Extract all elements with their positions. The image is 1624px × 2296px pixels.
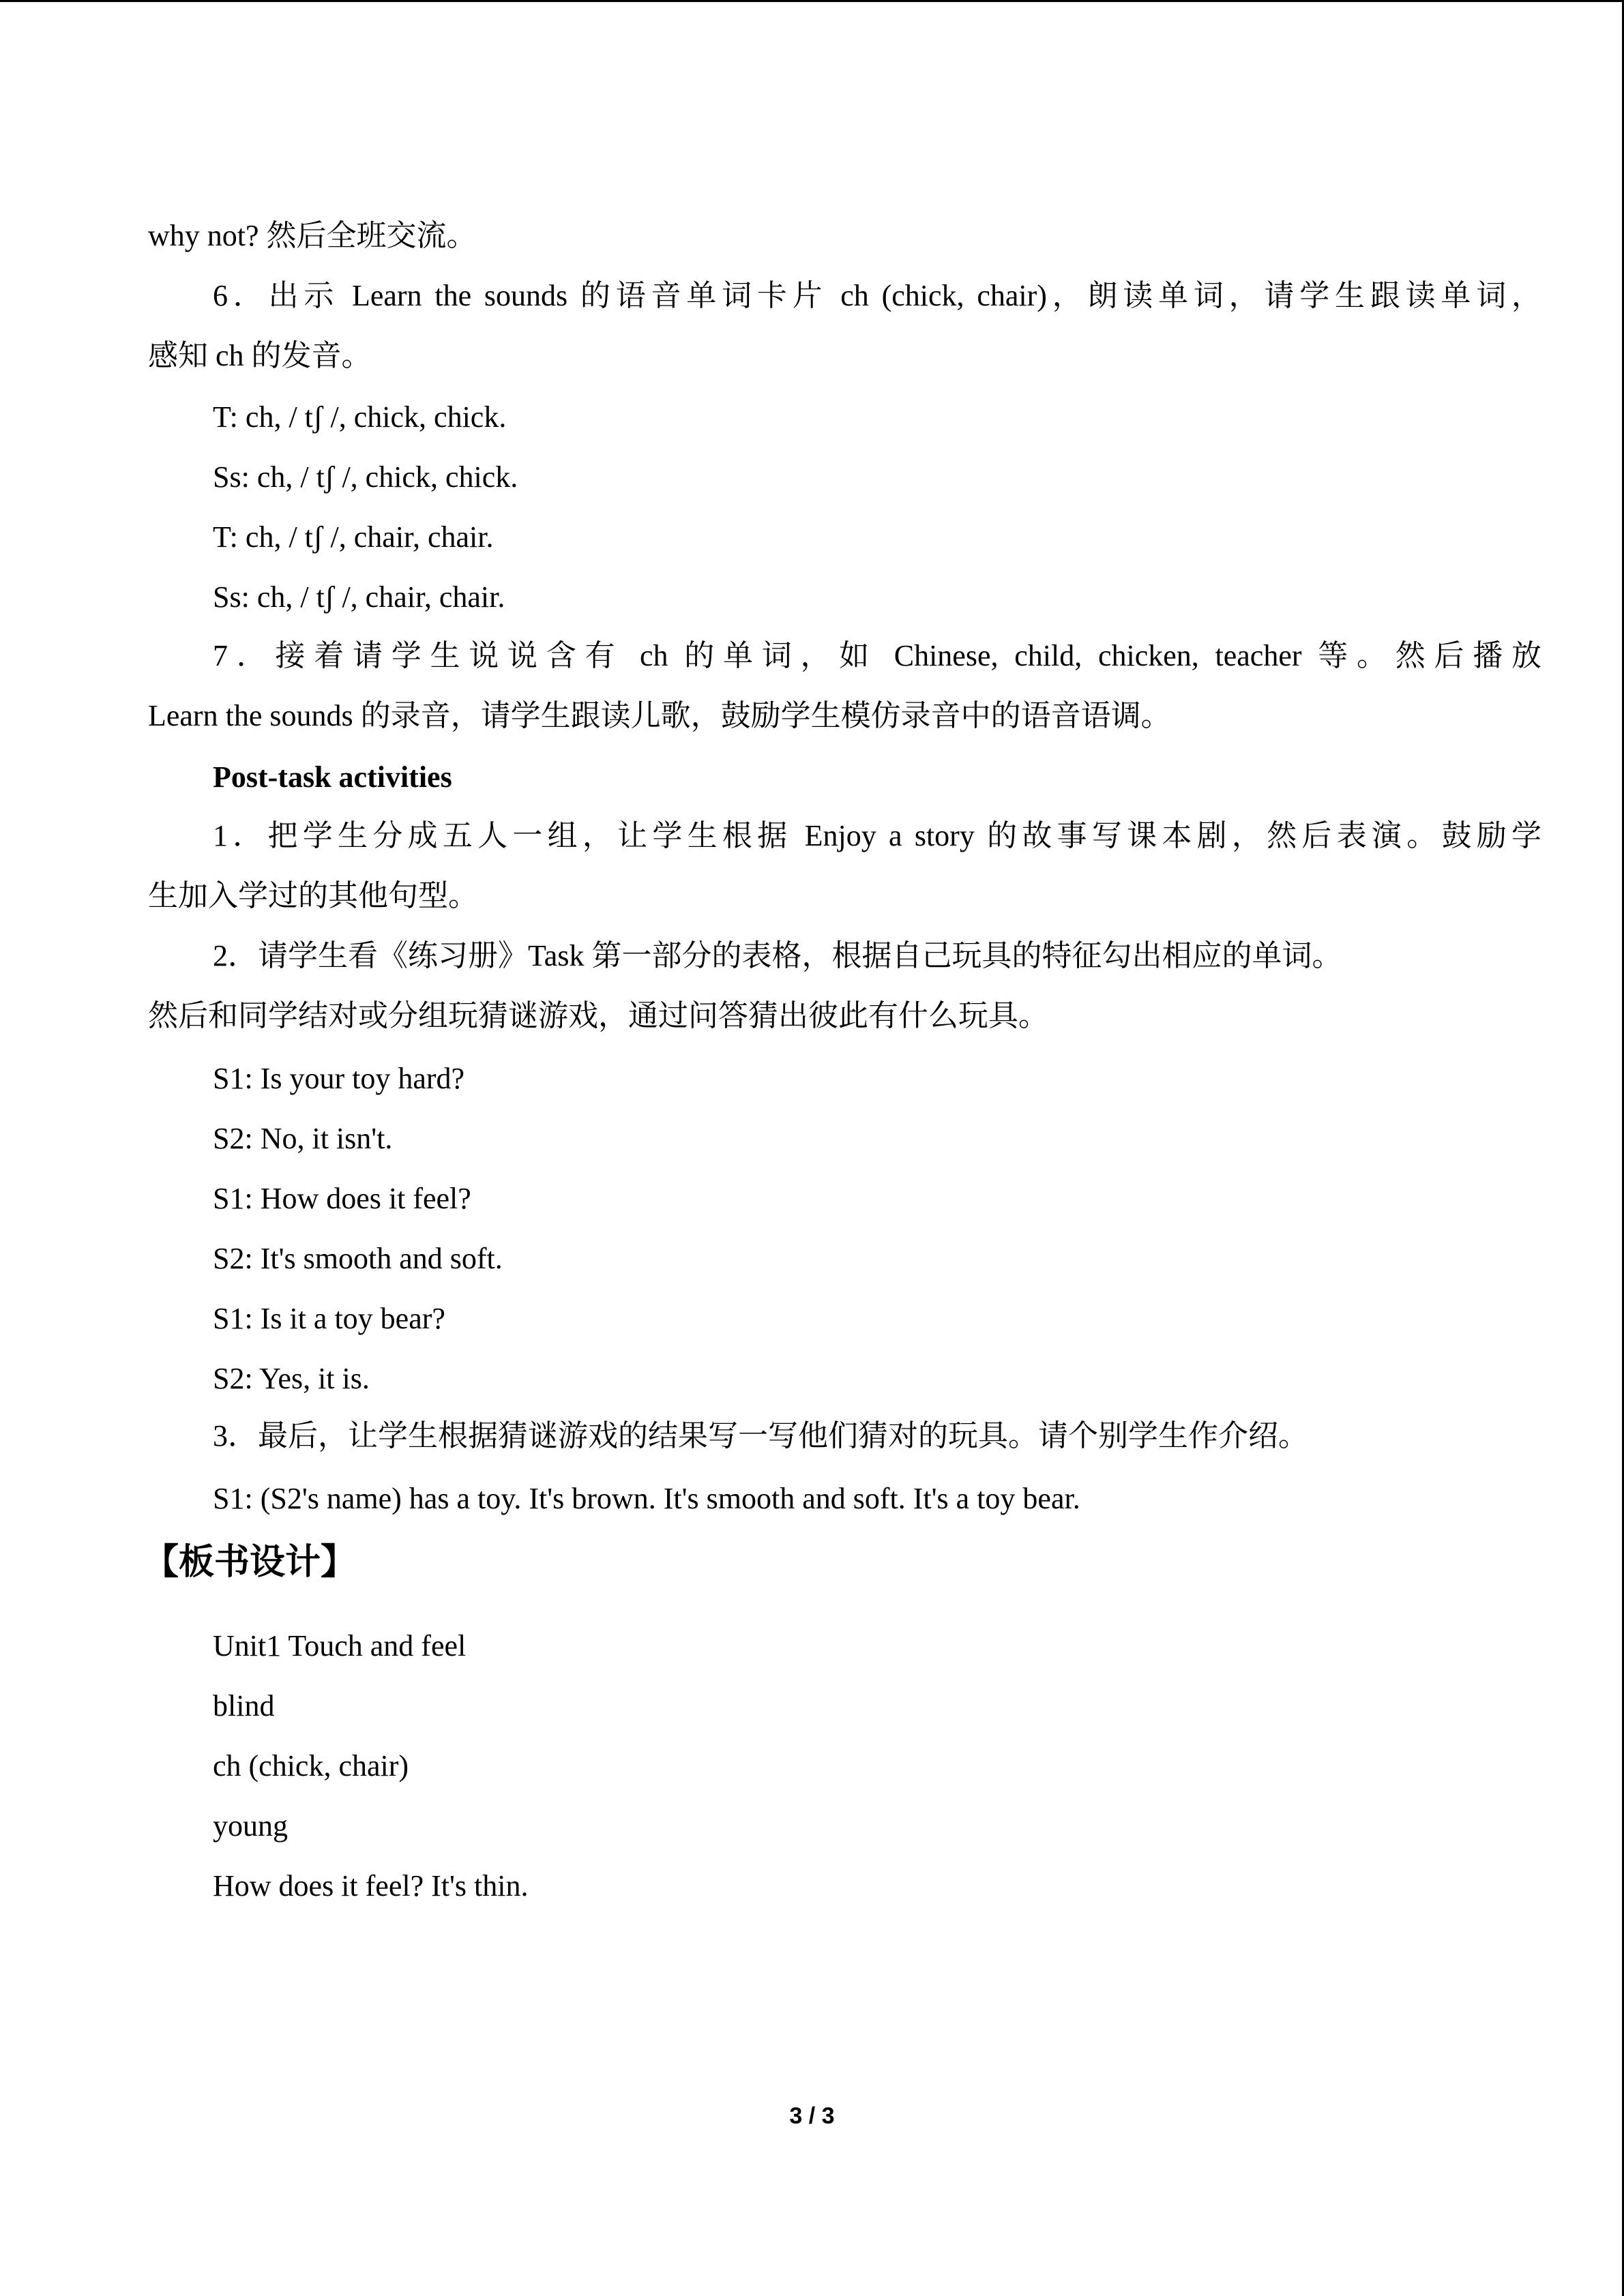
page-number: 3 / 3 — [789, 2103, 835, 2129]
board-line: How does it feel? It's thin. — [213, 1869, 529, 1903]
dialogue-line: Ss: ch, / tʃ /, chick, chick. — [213, 460, 518, 494]
dialogue-line: S2: It's smooth and soft. — [213, 1242, 503, 1275]
text-line: 感知 ch 的发音。 — [148, 339, 372, 372]
dialogue-line: S1: How does it feel? — [213, 1182, 471, 1215]
dialogue-line: T: ch, / tʃ /, chick, chick. — [213, 400, 507, 434]
text-line: Learn the sounds 的录音，请学生跟读儿歌，鼓励学生模仿录音中的语音语调。 — [148, 699, 1171, 732]
text-line — [213, 816, 1541, 856]
text-line-content: 6．出示 Learn the sounds 的语音单词卡片 ch (chick, chair)，朗读单词，请学生跟读单词， — [213, 279, 1541, 312]
text-line: why not? 然后全班交流。 — [148, 219, 477, 252]
text-line-content: 7．接着请学生说说含有 ch 的单词，如 Chinese, child, chicken, teacher 等。然后播放 — [213, 639, 1541, 672]
board-line: young — [213, 1809, 288, 1843]
text-line: 2．请学生看《练习册》Task 第一部分的表格，根据自己玩具的特征勾出相应的单词。 — [213, 939, 1342, 972]
board-line: ch (chick, chair) — [213, 1749, 409, 1783]
dialogue-line: T: ch, / tʃ /, chair, chair. — [213, 520, 494, 554]
dialogue-line: S2: No, it isn't. — [213, 1122, 393, 1155]
board-line: Unit1 Touch and feel — [213, 1629, 467, 1663]
dialogue-line: S1: (S2's name) has a toy. It's brown. It's smooth and soft. It's a toy bear. — [213, 1482, 1080, 1515]
section-subtitle: Post-task activities — [213, 760, 452, 794]
text-line-content: 1．把学生分成五人一组，让学生根据 Enjoy a story 的故事写课本剧，然后表演。鼓励学 — [213, 819, 1541, 852]
top-border — [0, 0, 1624, 2]
dialogue-line: S1: Is your toy hard? — [213, 1062, 465, 1095]
text-line: 然后和同学结对或分组玩猜谜游戏，通过问答猜出彼此有什么玩具。 — [148, 999, 1048, 1032]
dialogue-line: Ss: ch, / tʃ /, chair, chair. — [213, 580, 505, 614]
text-line — [213, 275, 1541, 316]
section-heading: 【板书设计】 — [143, 1542, 357, 1583]
text-line: 生加入学过的其他句型。 — [148, 879, 478, 912]
text-line — [213, 636, 1541, 676]
text-line: 3．最后，让学生根据猜谜游戏的结果写一写他们猜对的玩具。请个别学生作介绍。 — [213, 1419, 1308, 1452]
board-line: blind — [213, 1689, 275, 1723]
dialogue-line: S1: Is it a toy bear? — [213, 1302, 445, 1335]
dialogue-line: S2: Yes, it is. — [213, 1362, 370, 1395]
